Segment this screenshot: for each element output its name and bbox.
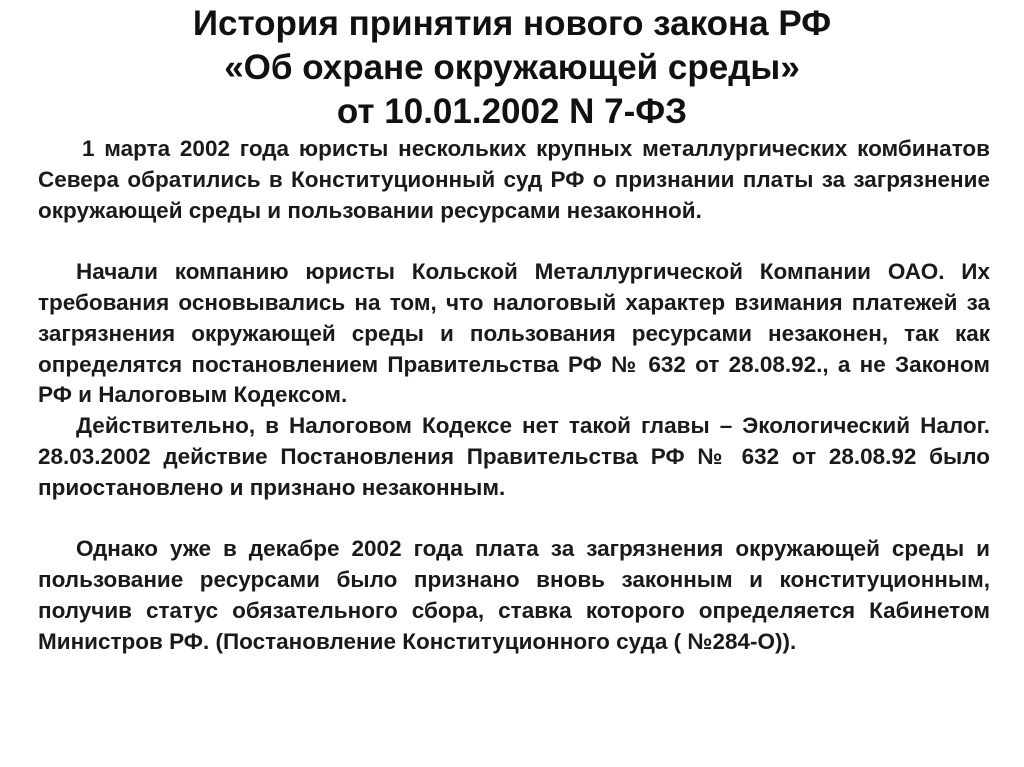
paragraph-2: Начали компанию юристы Кольской Металлургической Компании ОАО. Их требования основывались на том, что налоговый характер взимания платежей за загрязнения окружающей среды и пользования ресурсами незаконен, так как определятся постановлением Правительства РФ № 632 от 28.08.92., а не Законом РФ и Налоговым Кодексом. [38,259,990,408]
paragraph-4: Однако уже в декабре 2002 года плата за загрязнения окружающей среды и пользование ресурсами было признано вновь законным и конституционным, получив статус обязательного сбора, ставка которого определяется Кабинетом Министров РФ. (Постановление Конституционного суда ( №284-О)). [38,536,990,654]
paragraph-gap [38,504,990,535]
paragraph-gap [38,226,990,257]
paragraph-3: Действительно, в Налоговом Кодексе нет такой главы – Экологический Налог. 28.03.2002 действие Постановления Правительства РФ № 632 от 28.08.92 было приостановлено и признано незаконным. [38,413,990,500]
slide-title [0,2,1024,134]
paragraph-1: 1 марта 2002 года юристы нескольких крупных металлургических комбинатов Севера обратились в Конституционный суд РФ о признании платы за загрязнение окружающей среды и пользовании ресурсами незаконной. [38,136,990,223]
title-line-1: История принятия нового закона РФ [192,4,832,43]
title-line-2: «Об охране окружающей среды» [224,48,800,87]
title-line-3: от 10.01.2002 N 7-ФЗ [336,92,688,131]
slide-body [38,134,990,658]
